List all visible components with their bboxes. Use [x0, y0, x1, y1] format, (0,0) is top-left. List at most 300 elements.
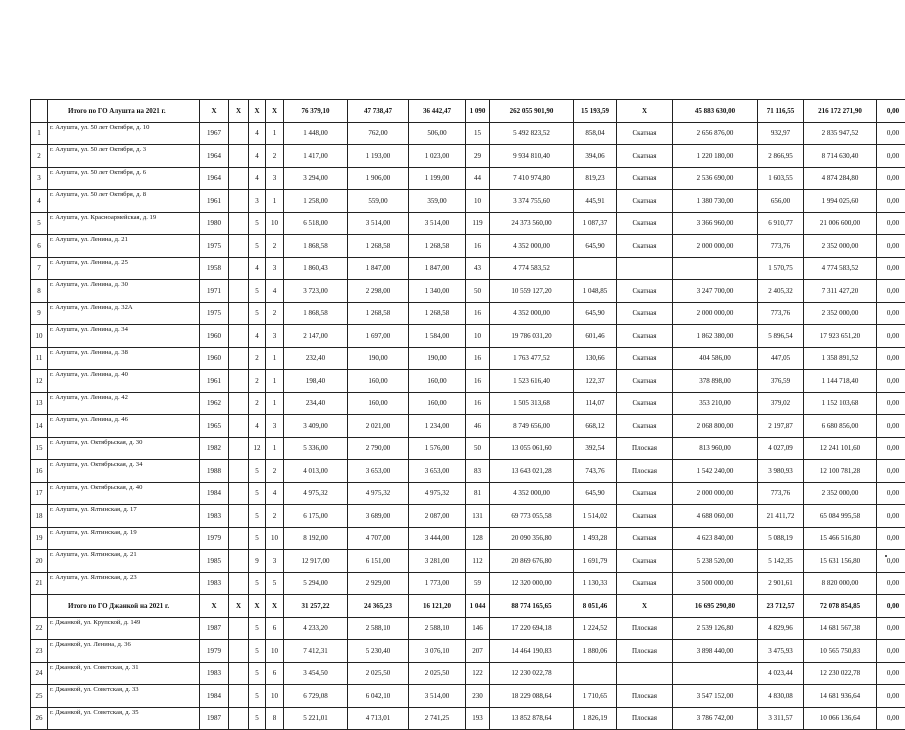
table-cell: 2 588,10 — [348, 617, 409, 640]
table-cell: 6 680 856,00 — [804, 415, 877, 438]
table-cell: 81 — [466, 482, 490, 505]
table-cell: 2 741,25 — [409, 707, 466, 730]
table-cell: 12 100 781,28 — [804, 460, 877, 483]
table-cell: Скатная — [617, 482, 673, 505]
table-cell: 2 025,50 — [348, 662, 409, 685]
address-cell: г. Алушта, ул. Ленина, д. 42 — [48, 392, 200, 415]
table-cell: 1 826,19 — [574, 707, 617, 730]
table-cell: 645,90 — [574, 302, 617, 325]
address-cell: г. Алушта, ул. Ленина, д. 30 — [48, 280, 200, 303]
table-cell: 10 565 750,83 — [804, 640, 877, 663]
table-cell: 23 712,57 — [758, 595, 804, 618]
table-cell: 2 790,00 — [348, 437, 409, 460]
table-cell — [229, 302, 249, 325]
table-cell: 1 584,00 — [409, 325, 466, 348]
table-cell — [229, 707, 249, 730]
table-cell: 1960 — [200, 347, 229, 370]
address-cell: г. Джанкой, ул. Ленина, д. 36 — [48, 640, 200, 663]
table-cell: 1 258,00 — [284, 190, 348, 213]
table-cell: 13 852 878,64 — [490, 707, 574, 730]
table-cell: 3 980,93 — [758, 460, 804, 483]
table-cell: 10 — [266, 212, 284, 235]
table-cell: 4 830,08 — [758, 685, 804, 708]
table-cell: 15 466 516,80 — [804, 527, 877, 550]
table-cell: 5 492 823,52 — [490, 122, 574, 145]
table-cell: 190,00 — [409, 347, 466, 370]
table-cell: Скатная — [617, 145, 673, 168]
table-cell: 0,00 — [877, 460, 905, 483]
table-cell — [229, 257, 249, 280]
table-cell: 6 910,77 — [758, 212, 804, 235]
table-cell: 16 — [466, 392, 490, 415]
table-cell: 19 786 031,20 — [490, 325, 574, 348]
table-cell: 656,00 — [758, 190, 804, 213]
table-cell: 3 — [266, 415, 284, 438]
table-cell: 1 880,06 — [574, 640, 617, 663]
table-cell: Скатная — [617, 190, 673, 213]
table-cell: 44 — [466, 167, 490, 190]
table-cell: 3 514,00 — [409, 685, 466, 708]
table-cell: 506,00 — [409, 122, 466, 145]
table-cell: 1 860,43 — [284, 257, 348, 280]
table-cell: 160,00 — [409, 392, 466, 415]
table-cell: 3 — [266, 550, 284, 573]
table-cell: 3 076,10 — [409, 640, 466, 663]
address-cell: г. Алушта, ул. 50 лет Октября, д. 3 — [48, 145, 200, 168]
table-cell: 16 — [466, 370, 490, 393]
table-cell: 1 603,55 — [758, 167, 804, 190]
table-cell: 0,00 — [877, 235, 905, 258]
table-cell: 12 320 000,00 — [490, 572, 574, 595]
table-cell: 2 000 000,00 — [673, 235, 758, 258]
table-cell: 114,07 — [574, 392, 617, 415]
table-cell: 6 175,00 — [284, 505, 348, 528]
table-cell: 4 352 000,00 — [490, 302, 574, 325]
table-cell: 4 — [266, 280, 284, 303]
table-cell: 1988 — [200, 460, 229, 483]
table-cell: 5 238 520,00 — [673, 550, 758, 573]
table-cell: 2 352 000,00 — [804, 482, 877, 505]
table-cell: 5 — [249, 685, 266, 708]
table-cell — [229, 505, 249, 528]
table-cell — [229, 212, 249, 235]
table-cell: 0,00 — [877, 595, 905, 618]
table-row — [31, 617, 905, 640]
table-cell: 3 898 440,00 — [673, 640, 758, 663]
table-cell: 1987 — [200, 617, 229, 640]
table-cell — [229, 640, 249, 663]
table-cell: 1 380 730,00 — [673, 190, 758, 213]
table-cell: 8 714 630,40 — [804, 145, 877, 168]
table-cell: 160,00 — [348, 370, 409, 393]
table-cell: 2 — [266, 460, 284, 483]
table-cell: 3 — [266, 167, 284, 190]
table-cell: 216 172 271,90 — [804, 100, 877, 123]
table-cell: 0,00 — [877, 302, 905, 325]
table-cell — [229, 145, 249, 168]
table-cell: 1961 — [200, 190, 229, 213]
table-cell: 1980 — [200, 212, 229, 235]
table-cell: 1 224,52 — [574, 617, 617, 640]
table-row — [31, 550, 905, 573]
table-cell: 22 — [31, 617, 48, 640]
table-cell: 3 281,00 — [409, 550, 466, 573]
table-cell: 762,00 — [348, 122, 409, 145]
table-cell: 1 — [266, 370, 284, 393]
table-cell: 8 — [31, 280, 48, 303]
table-cell: 1 — [266, 437, 284, 460]
table-cell: 1975 — [200, 302, 229, 325]
table-cell: 112 — [466, 550, 490, 573]
table-row — [31, 145, 905, 168]
table-cell: 1979 — [200, 640, 229, 663]
table-cell — [229, 572, 249, 595]
table-cell: 1 268,58 — [409, 302, 466, 325]
table-cell: Скатная — [617, 370, 673, 393]
table-cell: 2 901,61 — [758, 572, 804, 595]
table-cell: Плоская — [617, 617, 673, 640]
table-cell: 1 570,75 — [758, 257, 804, 280]
table-cell: 4 — [266, 482, 284, 505]
table-cell: 1 868,58 — [284, 302, 348, 325]
table-cell: 2 025,50 — [409, 662, 466, 685]
table-cell: 1 763 477,52 — [490, 347, 574, 370]
table-cell — [229, 325, 249, 348]
table-cell: 1 505 313,68 — [490, 392, 574, 415]
table-cell: 14 464 190,83 — [490, 640, 574, 663]
table-cell: 1958 — [200, 257, 229, 280]
table-cell: 14 — [31, 415, 48, 438]
table-cell: 2 021,00 — [348, 415, 409, 438]
table-cell: 0,00 — [877, 325, 905, 348]
table-cell: 0,00 — [877, 550, 905, 573]
table-cell: 59 — [466, 572, 490, 595]
address-cell: г. Алушта, ул. Ялтинская, д. 17 — [48, 505, 200, 528]
table-cell: Скатная — [617, 325, 673, 348]
table-cell: 359,00 — [409, 190, 466, 213]
table-cell: 1979 — [200, 527, 229, 550]
table-cell: 12 230 022,78 — [490, 662, 574, 685]
table-cell: 21 — [31, 572, 48, 595]
table-cell: 0,00 — [877, 662, 905, 685]
table-cell: 392,54 — [574, 437, 617, 460]
table-cell: 2 — [266, 145, 284, 168]
table-cell: 394,06 — [574, 145, 617, 168]
table-cell: 4 — [249, 145, 266, 168]
table-cell: Скатная — [617, 527, 673, 550]
address-cell: г. Алушта, ул. 50 лет Октября, д. 8 — [48, 190, 200, 213]
table-cell: 10 — [466, 190, 490, 213]
table-cell: 1 448,00 — [284, 122, 348, 145]
table-cell: 1 268,58 — [409, 235, 466, 258]
table-cell: 4 874 284,80 — [804, 167, 877, 190]
table-cell: 858,04 — [574, 122, 617, 145]
table-cell: 15 — [31, 437, 48, 460]
table-cell: 445,91 — [574, 190, 617, 213]
table-cell: 0,00 — [877, 100, 905, 123]
table-cell: 6 — [266, 617, 284, 640]
table-cell: 160,00 — [348, 392, 409, 415]
table-cell: 17 220 694,18 — [490, 617, 574, 640]
table-cell — [229, 527, 249, 550]
table-cell — [229, 235, 249, 258]
table-cell: 1 691,79 — [574, 550, 617, 573]
table-cell: Скатная — [617, 122, 673, 145]
table-cell: 18 229 088,64 — [490, 685, 574, 708]
table-cell: 1964 — [200, 145, 229, 168]
table-cell: 1 862 380,00 — [673, 325, 758, 348]
table-cell: 5 — [249, 482, 266, 505]
table-cell: 18 — [31, 505, 48, 528]
table-cell — [673, 662, 758, 685]
table-cell: 25 — [31, 685, 48, 708]
table-cell: 1962 — [200, 392, 229, 415]
table-cell: 10 — [266, 527, 284, 550]
table-cell: 0,00 — [877, 280, 905, 303]
table-row — [31, 122, 905, 145]
table-cell: 1 044 — [466, 595, 490, 618]
address-cell: г. Алушта, ул. Ялтинская, д. 19 — [48, 527, 200, 550]
table-row — [31, 347, 905, 370]
table-cell: 1984 — [200, 685, 229, 708]
table-cell: 0,00 — [877, 527, 905, 550]
table-cell: 1964 — [200, 167, 229, 190]
table-cell: Скатная — [617, 167, 673, 190]
table-cell — [229, 482, 249, 505]
table-cell: Скатная — [617, 572, 673, 595]
table-cell: 50 — [466, 280, 490, 303]
address-cell: г. Алушта, ул. 50 лет Октября, д. 10 — [48, 122, 200, 145]
table-cell: 4 — [249, 415, 266, 438]
table-cell: 1983 — [200, 572, 229, 595]
table-cell: 2 656 876,00 — [673, 122, 758, 145]
table-cell: 2 000 000,00 — [673, 482, 758, 505]
table-cell: 819,23 — [574, 167, 617, 190]
table-cell: 5 — [249, 640, 266, 663]
table-cell: 72 078 854,85 — [804, 595, 877, 618]
table-cell: X — [200, 100, 229, 123]
table-cell: Скатная — [617, 392, 673, 415]
table-cell: 0,00 — [877, 437, 905, 460]
table-cell: 262 055 901,90 — [490, 100, 574, 123]
table-cell — [229, 617, 249, 640]
table-cell: 376,59 — [758, 370, 804, 393]
total-row — [31, 595, 905, 618]
table-cell: 10 — [466, 325, 490, 348]
table-cell: 24 365,23 — [348, 595, 409, 618]
address-cell: г. Алушта, ул. Октябрьская, д. 34 — [48, 460, 200, 483]
table-cell: X — [249, 595, 266, 618]
table-cell: 5 088,19 — [758, 527, 804, 550]
table-cell: 46 — [466, 415, 490, 438]
table-cell: 1 358 891,52 — [804, 347, 877, 370]
table-cell: X — [266, 595, 284, 618]
table-cell: 12 917,00 — [284, 550, 348, 573]
table-cell: Скатная — [617, 347, 673, 370]
table-cell: X — [617, 595, 673, 618]
table-cell: 3 409,00 — [284, 415, 348, 438]
table-cell: 1961 — [200, 370, 229, 393]
table-cell: 10 — [266, 685, 284, 708]
table-cell — [574, 257, 617, 280]
table-cell: 14 681 936,64 — [804, 685, 877, 708]
table-cell: 2 — [249, 392, 266, 415]
table-cell: 6 518,00 — [284, 212, 348, 235]
table-cell: 5 221,01 — [284, 707, 348, 730]
table-cell: 1 144 718,40 — [804, 370, 877, 393]
table-cell: 3 — [249, 190, 266, 213]
table-cell: 1 994 025,60 — [804, 190, 877, 213]
table-cell: 559,00 — [348, 190, 409, 213]
table-cell: 43 — [466, 257, 490, 280]
table-cell: 5 — [249, 662, 266, 685]
table-cell: 0,00 — [877, 617, 905, 640]
table-cell: 5 — [249, 212, 266, 235]
table-cell: 4 975,32 — [284, 482, 348, 505]
table-cell: 1960 — [200, 325, 229, 348]
table-row — [31, 325, 905, 348]
table-cell — [673, 257, 758, 280]
table-cell: 3 514,00 — [409, 212, 466, 235]
table-cell: 122 — [466, 662, 490, 685]
table-cell: 17 — [31, 482, 48, 505]
table-cell: 353 210,00 — [673, 392, 758, 415]
table-cell: 11 — [31, 347, 48, 370]
address-cell: г. Алушта, ул. Ленина, д. 32А — [48, 302, 200, 325]
table-cell: 45 883 630,00 — [673, 100, 758, 123]
table-cell: 932,97 — [758, 122, 804, 145]
table-cell — [31, 100, 48, 123]
table-cell: 3 723,00 — [284, 280, 348, 303]
table-cell: 71 116,55 — [758, 100, 804, 123]
table-cell: 2 298,00 — [348, 280, 409, 303]
table-cell: Скатная — [617, 212, 673, 235]
table-cell: 3 — [266, 325, 284, 348]
table-cell: 4 — [249, 325, 266, 348]
table-cell: 0,00 — [877, 572, 905, 595]
table-cell — [229, 550, 249, 573]
table-cell: 122,37 — [574, 370, 617, 393]
table-cell: 1984 — [200, 482, 229, 505]
table-cell: 0,00 — [877, 392, 905, 415]
table-cell: 50 — [466, 437, 490, 460]
table-cell: 13 643 021,28 — [490, 460, 574, 483]
table-cell: 2 352 000,00 — [804, 235, 877, 258]
table-cell: 4 — [249, 167, 266, 190]
table-cell: 19 — [31, 527, 48, 550]
address-cell: г. Алушта, ул. Ленина, д. 34 — [48, 325, 200, 348]
housing-repair-table-sheet — [30, 99, 889, 730]
table-cell: X — [266, 100, 284, 123]
table-cell: 1 — [266, 190, 284, 213]
table-cell: 1 493,28 — [574, 527, 617, 550]
table-row — [31, 280, 905, 303]
table-cell: X — [200, 595, 229, 618]
table-cell: 773,76 — [758, 482, 804, 505]
table-cell: 1987 — [200, 707, 229, 730]
table-cell: Скатная — [617, 415, 673, 438]
table-cell: 2 — [266, 505, 284, 528]
table-cell: 1 130,33 — [574, 572, 617, 595]
table-cell: 16 — [466, 235, 490, 258]
table-cell: 1 268,58 — [348, 302, 409, 325]
table-cell: 0,00 — [877, 505, 905, 528]
table-cell: 1965 — [200, 415, 229, 438]
table-cell: 5 — [31, 212, 48, 235]
table-cell: 10 — [266, 640, 284, 663]
table-cell: 193 — [466, 707, 490, 730]
table-cell: 2 835 947,52 — [804, 122, 877, 145]
table-cell: 8 820 000,00 — [804, 572, 877, 595]
table-cell: 21 411,72 — [758, 505, 804, 528]
table-row — [31, 707, 905, 730]
table-row — [31, 257, 905, 280]
table-cell: 20 — [31, 550, 48, 573]
table-cell: 0,00 — [877, 685, 905, 708]
address-cell: г. Джанкой, ул. Советская, д. 31 — [48, 662, 200, 685]
table-cell: 5 896,54 — [758, 325, 804, 348]
table-cell: 8 192,00 — [284, 527, 348, 550]
table-cell: 5 — [249, 617, 266, 640]
table-row — [31, 190, 905, 213]
table-cell: 24 373 560,00 — [490, 212, 574, 235]
table-cell: 3 514,00 — [348, 212, 409, 235]
table-cell: 2 000 000,00 — [673, 302, 758, 325]
table-cell: 23 — [31, 640, 48, 663]
table-cell: 1 090 — [466, 100, 490, 123]
table-cell: 0,00 — [877, 347, 905, 370]
table-cell — [229, 415, 249, 438]
table-cell — [229, 347, 249, 370]
table-cell: 645,90 — [574, 482, 617, 505]
table-cell: 1 234,00 — [409, 415, 466, 438]
table-cell: 160,00 — [409, 370, 466, 393]
table-cell: 6 151,00 — [348, 550, 409, 573]
table-cell — [229, 662, 249, 685]
address-cell: г. Алушта, ул. Ялтинская, д. 21 — [48, 550, 200, 573]
table-cell: 1 220 180,00 — [673, 145, 758, 168]
address-cell: г. Джанкой, ул. Советская, д. 35 — [48, 707, 200, 730]
table-row — [31, 572, 905, 595]
address-cell: г. Алушта, ул. Ленина, д. 21 — [48, 235, 200, 258]
table-cell: 0,00 — [877, 640, 905, 663]
table-cell: X — [617, 100, 673, 123]
table-row — [31, 437, 905, 460]
table-row — [31, 527, 905, 550]
table-cell — [229, 122, 249, 145]
table-cell: X — [229, 100, 249, 123]
table-cell: 5 — [249, 280, 266, 303]
table-cell: 24 — [31, 662, 48, 685]
table-cell — [229, 167, 249, 190]
table-cell: 0,00 — [877, 190, 905, 213]
table-cell: 2 197,87 — [758, 415, 804, 438]
table-cell: 8 — [266, 707, 284, 730]
table-cell: 4 975,32 — [409, 482, 466, 505]
table-cell: 0,00 — [877, 257, 905, 280]
table-cell: 5 — [266, 572, 284, 595]
table-cell: 2 — [266, 235, 284, 258]
table-cell: 13 — [31, 392, 48, 415]
table-cell: 2 — [249, 347, 266, 370]
address-cell: г. Алушта, ул. Ленина, д. 46 — [48, 415, 200, 438]
table-cell — [229, 437, 249, 460]
table-cell: 1 199,00 — [409, 167, 466, 190]
table-cell: 1 048,85 — [574, 280, 617, 303]
table-cell: 5 — [249, 460, 266, 483]
address-cell: г. Алушта, ул. Ленина, д. 38 — [48, 347, 200, 370]
table-cell: 76 379,10 — [284, 100, 348, 123]
